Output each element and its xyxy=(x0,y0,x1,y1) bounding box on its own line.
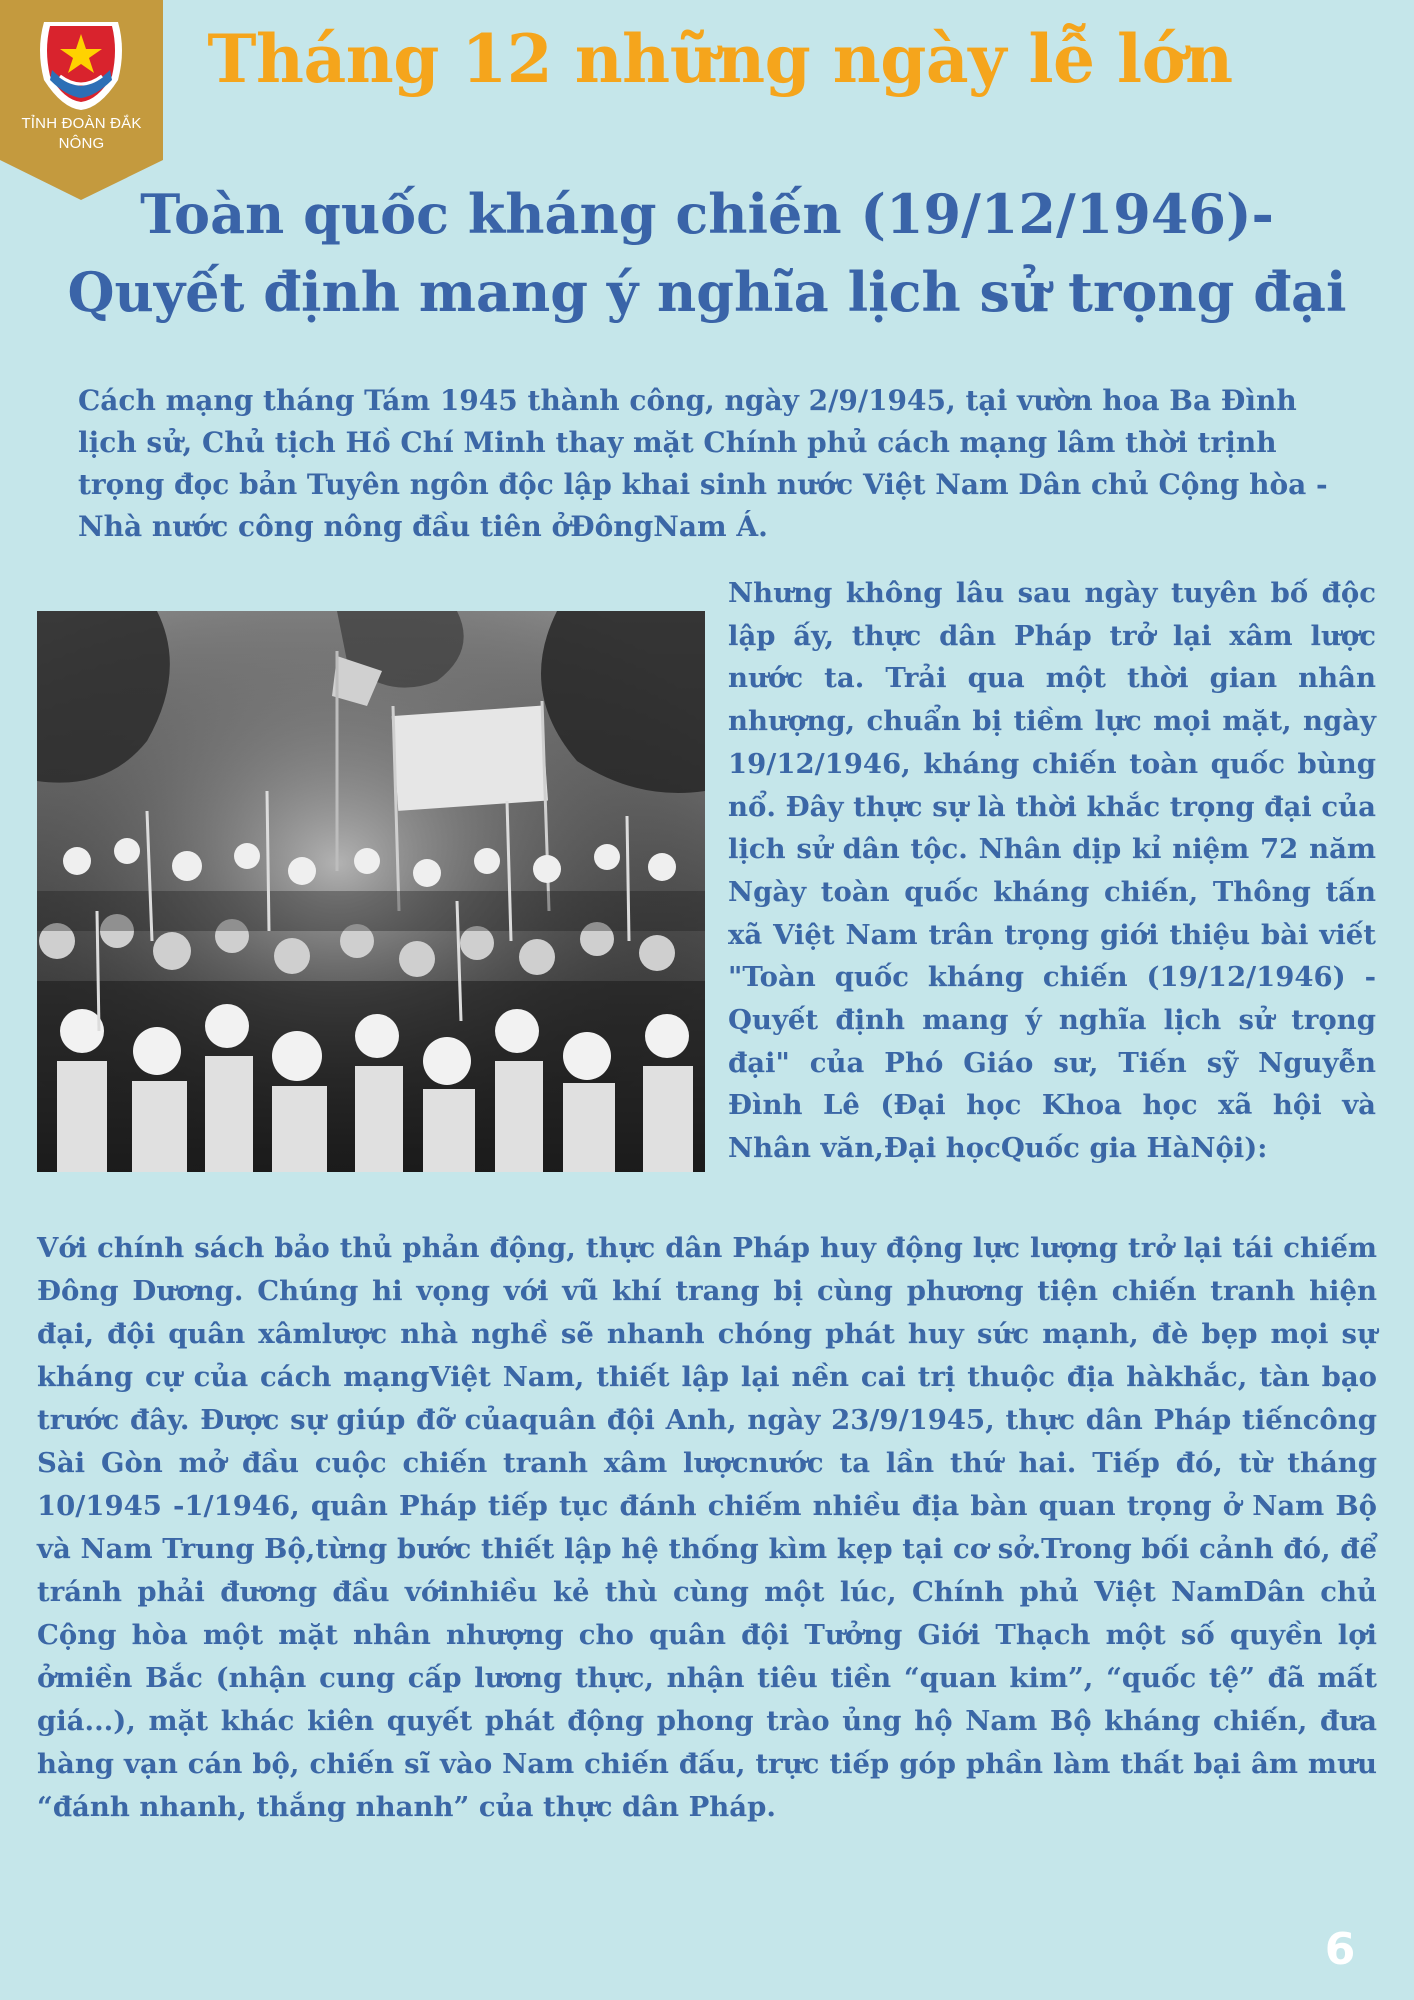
organization-badge xyxy=(0,0,163,200)
headline-line-1: Toàn quốc kháng chiến (19/12/1946)- xyxy=(140,182,1274,246)
badge-label: TỈNH ĐOÀN ĐẮK NÔNG xyxy=(21,115,142,152)
badge-background xyxy=(0,0,163,200)
crowd-photo-image xyxy=(37,611,705,1172)
page-number: 6 xyxy=(1324,1924,1356,1975)
headline-line-2: Quyết định mang ý nghĩa lịch sử trọng đại xyxy=(67,260,1347,324)
main-paragraph: Với chính sách bảo thủ phản động, thực dân Pháp huy động lực lượng trở lại tái chiếm Đông Dương. Chúng hi vọng với vũ khí trang bị cùng phương tiện chiến tranh hiện đại, đội quân xâmlược nhà nghề sẽ nhanh chóng phát huy sức mạnh, đè bẹp mọi sự kháng cự của cách mạngViệt Nam, thiết lập lại nền cai trị thuộc địa hàkhắc, tàn bạo trước đây. Được sự giúp đỡ củaquân đội Anh, ngày 23/9/1945, thực dân Pháp tiếncông Sài Gòn mở đầu cuộc chiến tranh xâm lượcnước ta lần thứ hai. Tiếp đó, từ tháng 10/1945 -1/1946, quân Pháp tiếp tục đánh chiếm nhiều địa bàn quan trọng ở Nam Bộ và Nam Trung Bộ,từng bước thiết lập hệ thống kìm kẹp tại cơ sở.Trong bối cảnh đó, để tránh phải đương đầu vớinhiều kẻ thù cùng một lúc, Chính phủ Việt NamDân chủ Cộng hòa một mặt nhân nhượng cho quân đội Tưởng Giới Thạch một số quyền lợi ởmiền Bắc (nhận cung cấp lương thực, nhận tiêu tiền “quan kim”, “quốc tệ” đã mất giá...), mặt khác kiên quyết phát động phong trào ủng hộ Nam Bộ kháng chiến, đưa hàng vạn cán bộ, chiến sĩ vào Nam chiến đấu, trực tiếp góp phần làm thất bại âm mưu “đánh nhanh, thắng nhanh” của thực dân Pháp. xyxy=(37,1232,1377,1823)
issue-title: Tháng 12 những ngày lễ lớn xyxy=(207,20,1233,98)
historical-photo xyxy=(37,611,705,1172)
intro-paragraph: Cách mạng tháng Tám 1945 thành công, ngày 2/9/1945, tại vườn hoa Ba Đình lịch sử, Chủ tịch Hồ Chí Minh thay mặt Chính phủ cách mạng lâm thời trịnh trọng đọc bản Tuyên ngôn độc lập khai sinh nước Việt Nam Dân chủ Cộng hòa - Nhà nước công nông đầu tiên ởĐôngNam Á. xyxy=(78,384,1328,543)
side-paragraph: Nhưng không lâu sau ngày tuyên bố độc lập ấy, thực dân Pháp trở lại xâm lược nước ta. Trải qua một thời gian nhân nhượng, chuẩn bị tiềm lực mọi mặt, ngày 19/12/1946, kháng chiến toàn quốc bùng nổ. Đây thực sự là thời khắc trọng đại của lịch sử dân tộc. Nhân dịp kỉ niệm 72 năm Ngày toàn quốc kháng chiến, Thông tấn xã Việt Nam trân trọng giới thiệu bài viết "Toàn quốc kháng chiến (19/12/1946) - Quyết định mang ý nghĩa lịch sử trọng đại" của Phó Giáo sư, Tiến sỹ Nguyễn Đình Lê (Đại học Khoa học xã hội và Nhân văn,Đại họcQuốc gia HàNội): xyxy=(728,577,1376,1165)
article-headline xyxy=(20,175,1394,331)
